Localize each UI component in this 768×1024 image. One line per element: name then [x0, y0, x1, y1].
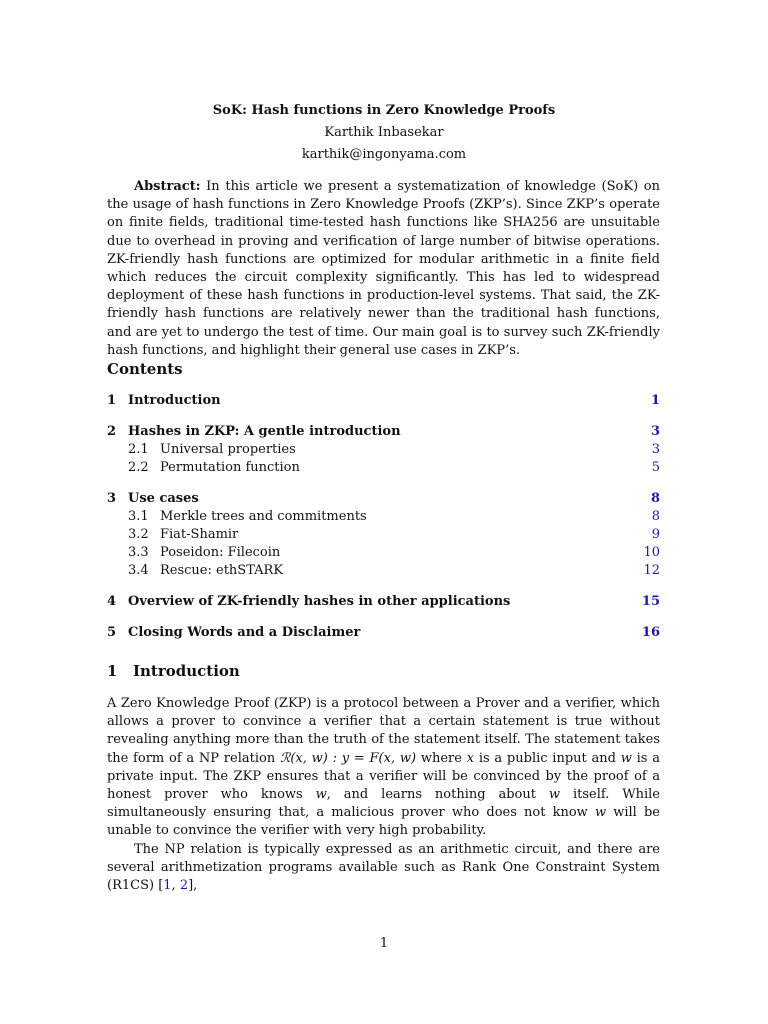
text-run: where — [416, 750, 467, 766]
toc-label: Universal properties — [160, 442, 296, 457]
toc-label: Hashes in ZKP: A gentle introduction — [128, 424, 401, 439]
toc-number: 1 — [107, 393, 117, 408]
toc-number: 2.1 — [128, 442, 149, 457]
text-run: , and learns nothing about — [326, 787, 549, 803]
toc-label: Rescue: ethSTARK — [160, 563, 284, 578]
toc-entry[interactable] — [107, 508, 660, 526]
toc-number: 3.3 — [128, 545, 149, 560]
toc-page-link[interactable]: 15 — [641, 594, 660, 609]
table-of-contents — [107, 392, 660, 642]
math-inline: w — [594, 805, 607, 821]
page-number: 1 — [379, 936, 389, 951]
text-run: will be unable to convince the verifier with very high probability. — [107, 805, 660, 839]
author-email: karthik@ingonyama.com — [301, 147, 467, 162]
section-number: 1 — [107, 662, 118, 680]
toc-entry[interactable] — [107, 459, 660, 477]
toc-label: Introduction — [128, 393, 221, 408]
math-inline: x — [466, 750, 475, 766]
text-run: , — [171, 878, 180, 894]
toc-label: Poseidon: Filecoin — [160, 545, 281, 560]
toc-page-link[interactable]: 12 — [643, 563, 660, 578]
section-heading — [107, 662, 240, 680]
toc-page-link[interactable]: 3 — [651, 442, 660, 457]
toc-label: Use cases — [128, 491, 199, 506]
toc-entry[interactable] — [107, 593, 660, 611]
toc-label: Closing Words and a Disclaimer — [128, 625, 361, 640]
citation-link[interactable]: 2 — [179, 878, 189, 894]
toc-page-link[interactable]: 8 — [651, 509, 660, 524]
toc-entry[interactable] — [107, 624, 660, 642]
paper-title: SoK: Hash functions in Zero Knowledge Proofs — [212, 103, 556, 118]
toc-number: 3.4 — [128, 563, 149, 578]
toc-number: 4 — [107, 594, 117, 609]
toc-number: 5 — [107, 625, 117, 640]
toc-entry[interactable] — [107, 441, 660, 459]
contents-heading: Contents — [107, 360, 183, 378]
toc-number: 3.1 — [128, 509, 149, 524]
abstract-text: In this article we present a systematization of knowledge (SoK) on the usage of hash functions in Zero Knowledge Proofs (ZKP’s). Since ZKP’s operate on finite fields, traditional time-tested hash functions like SHA256 are unsuitable due to overhead in proving and verification of large number of bitwise operations. ZK-friendly hash functions are optimized for modular arithmetic in a finite field which reduces the circuit complexity significantly. This has led to widespread deployment of these hash functions in production-level systems. That said, the ZK-friendly hash functions are relatively newer than the traditional hash functions, and are yet to undergo the test of time. Our main goal is to survey such ZK-friendly hash functions, and highlight their general use cases in ZKP’s. — [107, 179, 661, 358]
toc-entry[interactable] — [107, 526, 660, 544]
toc-page-link[interactable]: 8 — [650, 491, 660, 506]
toc-label: Merkle trees and commitments — [160, 509, 367, 524]
math-inline: w — [548, 787, 561, 803]
abstract-label: Abstract: — [134, 179, 201, 194]
toc-number: 3.2 — [128, 527, 149, 542]
toc-page-link[interactable]: 1 — [650, 393, 660, 408]
math-inline: w — [620, 750, 632, 766]
paragraph — [107, 841, 660, 896]
toc-number: 2.2 — [128, 460, 149, 475]
toc-entry[interactable] — [107, 392, 660, 410]
text-run: ], — [188, 878, 198, 894]
section-title: Introduction — [133, 662, 240, 680]
toc-label: Fiat-Shamir — [160, 527, 239, 542]
text-run: A Zero Knowledge Proof (ZKP) is a protocol between a Prover and a verifier, which allows a prover to convince a verifier that a certain statement is true without revealing anything more than the truth of the statement itself. The statement takes the form of a NP relation — [107, 696, 660, 766]
paragraph — [107, 695, 660, 841]
toc-page-link[interactable]: 16 — [641, 625, 660, 640]
text-run: is a private input. The ZKP ensures that a verifier will be convinced by the proof of a honest prover who knows — [107, 750, 660, 803]
toc-page-link[interactable]: 3 — [650, 424, 660, 439]
toc-entry[interactable] — [107, 490, 660, 508]
toc-page-link[interactable]: 5 — [651, 460, 660, 475]
abstract — [107, 178, 660, 360]
toc-entry[interactable] — [107, 562, 660, 580]
toc-page-link[interactable]: 9 — [651, 527, 660, 542]
math-inline: ℛ(x, w) : y = F(x, w) — [279, 750, 417, 766]
toc-entry[interactable] — [107, 544, 660, 562]
toc-label: Permutation function — [160, 460, 300, 475]
section-body — [107, 695, 660, 895]
math-inline: w — [315, 787, 327, 803]
toc-entry[interactable] — [107, 423, 660, 441]
text-run: is a public input and — [474, 750, 621, 766]
text-run: itself. While simultaneously ensuring that, a malicious prover who does not know — [107, 787, 660, 821]
toc-label: Overview of ZK-friendly hashes in other applications — [128, 594, 511, 609]
toc-number: 2 — [107, 424, 117, 439]
citation-link[interactable]: 1 — [163, 878, 172, 894]
toc-number: 3 — [107, 491, 117, 506]
author-name: Karthik Inbasekar — [324, 125, 444, 140]
text-run: The NP relation is typically expressed as an arithmetic circuit, and there are several arithmetization programs available such as Rank One Constraint System (R1CS) [ — [107, 841, 660, 894]
toc-page-link[interactable]: 10 — [643, 545, 660, 560]
